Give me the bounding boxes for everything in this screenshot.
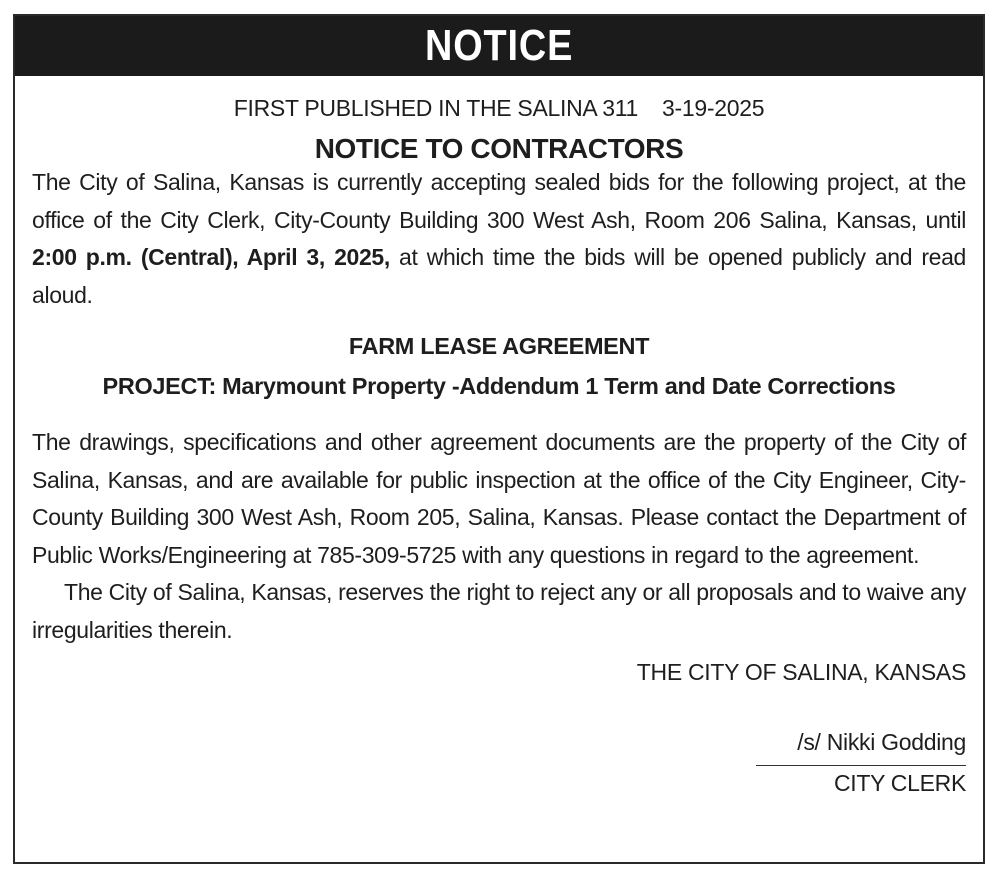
publication-date: 3-19-2025 xyxy=(662,95,765,121)
intro-paragraph xyxy=(32,164,966,314)
publication-line xyxy=(32,94,966,122)
project-line: PROJECT: Marymount Property -Addendum 1 Term and Date Corrections xyxy=(102,373,896,399)
bid-deadline: 2:00 p.m. (Central), April 3, 2025, xyxy=(32,244,390,270)
legal-notice xyxy=(13,14,985,864)
signer-title: CITY CLERK xyxy=(833,770,966,796)
intro-text: The City of Salina, Kansas is currently accepting sealed bids for the following project, at the office of the City Clerk, City-County Building 300 West Ash, Room 206 Salina, Kansas, until xyxy=(32,169,966,233)
rights-paragraph: The City of Salina, Kansas, reserves the right to reject any or all proposals and to waive any irregularities therein. xyxy=(32,579,966,643)
notice-content xyxy=(15,94,983,798)
notice-banner xyxy=(15,16,983,76)
signature-name: /s/ Nikki Godding xyxy=(797,729,966,755)
intro-text-end: at which time the bids will be opened publicly and read aloud. xyxy=(32,244,966,308)
banner-title: NOTICE xyxy=(424,21,574,70)
agreement-heading: FARM LEASE AGREEMENT xyxy=(348,333,650,359)
publication-label: FIRST PUBLISHED IN THE SALINA 311 xyxy=(233,95,639,121)
documents-paragraph: The drawings, specifications and other agreement documents are the property of the City of Salina, Kansas, and are available for public inspection at the office of the City Engineer, City-County Building 300 West Ash, Room 205, Salina, Kansas. Please contact the Department of Public Works/Engineering at 785-309-5725 with any questions in regard to the agreement. xyxy=(32,429,966,568)
notice-title: NOTICE TO CONTRACTORS xyxy=(314,133,684,164)
signing-entity: THE CITY OF SALINA, KANSAS xyxy=(636,659,966,685)
signature-rule xyxy=(756,765,966,766)
